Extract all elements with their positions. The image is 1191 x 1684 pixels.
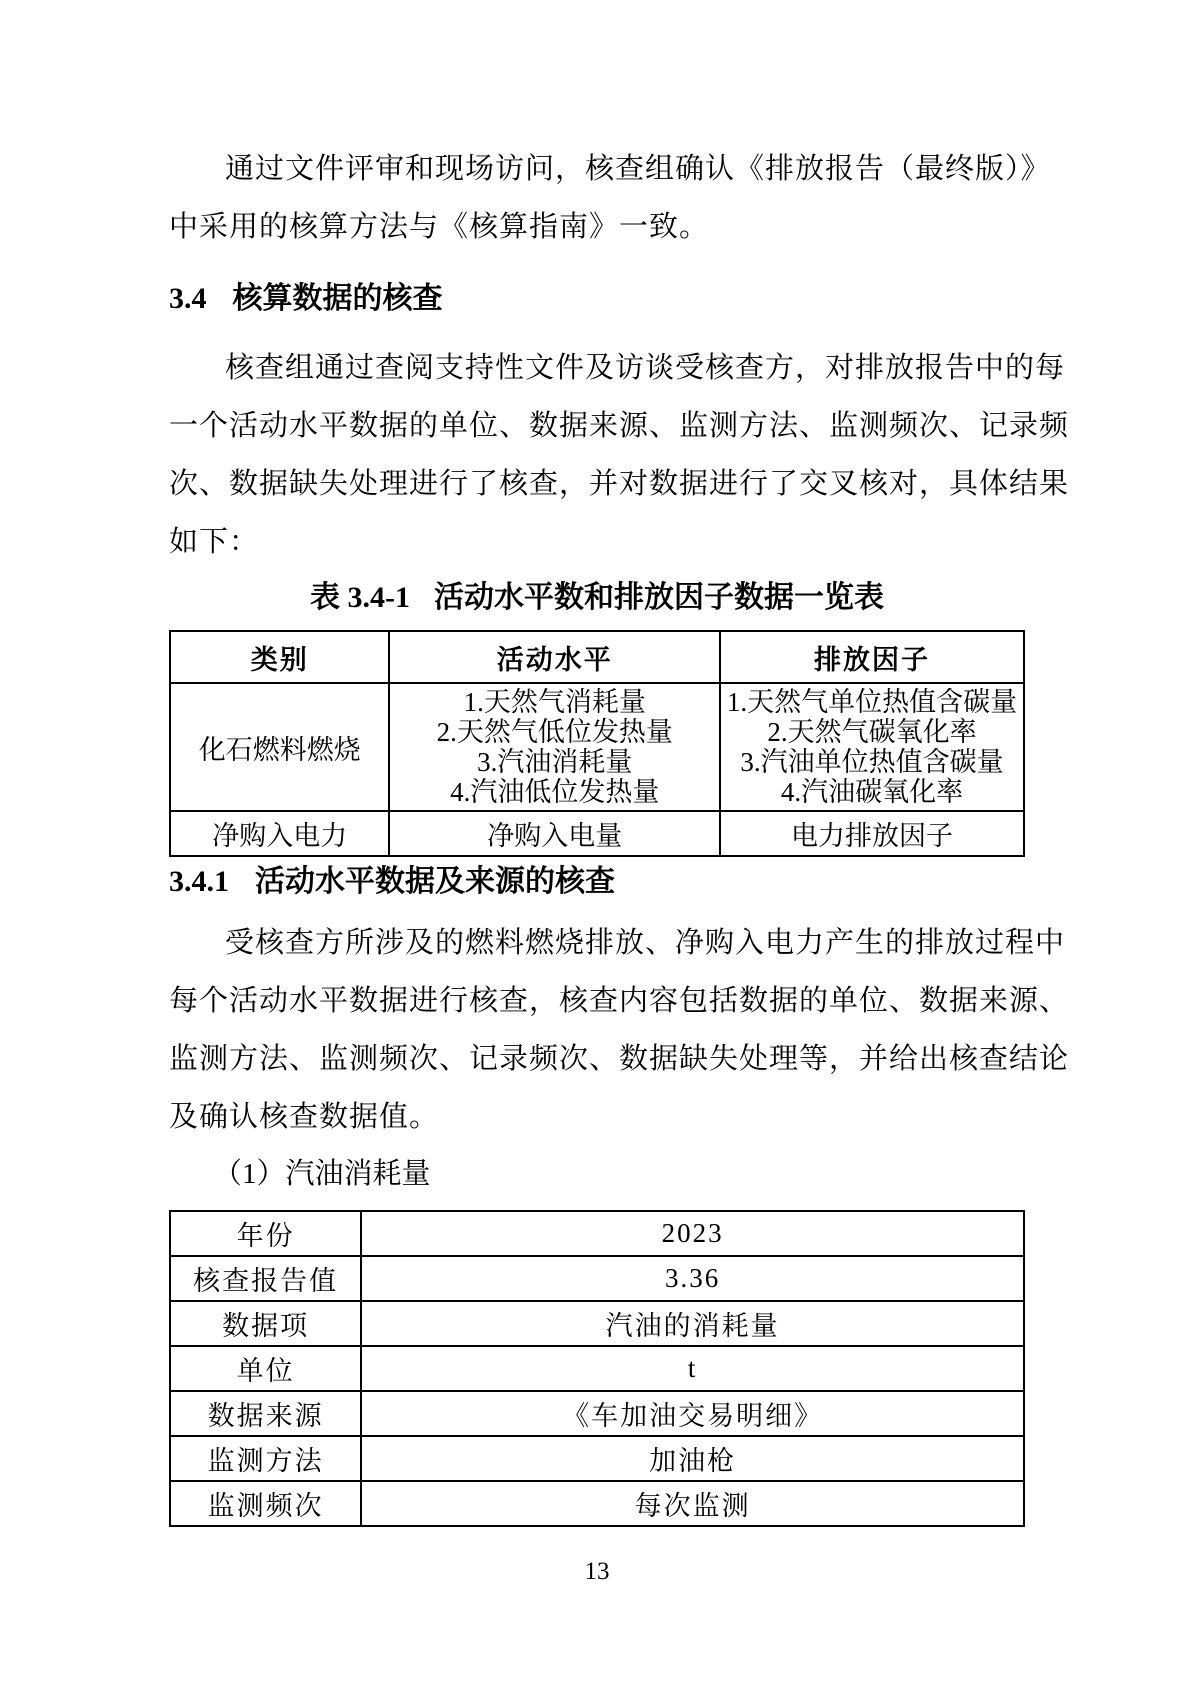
- section-heading-3-4-1: [169, 864, 1025, 900]
- table1-header-activity: 活动水平: [389, 631, 719, 683]
- intro-line-1: 通过文件评审和现场访问，核查组确认《排放报告（最终版）》: [225, 153, 1051, 185]
- paragraph-3-4: [169, 339, 1070, 571]
- table-row: [170, 1211, 1024, 1256]
- table1-cell-category-1: 化石燃料燃烧: [170, 683, 389, 811]
- intro-line-2: 中采用的核算方法与《核算指南》一致。: [169, 211, 710, 243]
- gasoline-consumption-table: [169, 1210, 1025, 1527]
- row-label-data-item: 数据项: [170, 1301, 361, 1346]
- row-label-year: 年份: [170, 1211, 361, 1256]
- factor-item: 3.汽油单位热值含碳量: [740, 747, 1004, 777]
- row-value-unit: t: [361, 1346, 1024, 1391]
- table1-header-factor: 排放因子: [720, 631, 1024, 683]
- row-label-monitor-frequency: 监测频次: [170, 1481, 361, 1526]
- row-label-data-source: 数据来源: [170, 1391, 361, 1436]
- activity-item: 4.汽油低位发热量: [450, 777, 660, 807]
- row-value-monitor-method: 加油枪: [361, 1436, 1024, 1481]
- paragraph-3-4-1-line-1: 受核查方所涉及的燃料燃烧排放、净购入电力产生的排放过程中: [225, 927, 1066, 959]
- table1-caption-title: 活动水平数和排放因子数据一览表: [434, 581, 884, 614]
- section-number-3-4: 3.4: [169, 282, 207, 315]
- table1-cell-factor-1: [720, 683, 1024, 811]
- factor-item: 2.天然气碳氧化率: [767, 717, 977, 747]
- row-value-data-item: 汽油的消耗量: [361, 1301, 1024, 1346]
- page-content: [169, 0, 1070, 1587]
- table-row: [170, 1436, 1024, 1481]
- table1-cell-category-2: 净购入电力: [170, 811, 389, 856]
- paragraph-3-4-line-3: 次、数据缺失处理进行了核查，并对数据进行了交叉核对，具体结果: [169, 468, 1070, 500]
- table1-caption-label: 表 3.4-1: [310, 581, 410, 614]
- table1-cell-activity-1: [389, 683, 719, 811]
- section-heading-3-4: [169, 281, 1025, 317]
- table1-cell-factor-2: 电力排放因子: [720, 811, 1024, 856]
- row-label-monitor-method: 监测方法: [170, 1436, 361, 1481]
- intro-paragraph: [169, 140, 1051, 256]
- table-row: [170, 811, 1024, 856]
- table-row: [170, 1481, 1024, 1526]
- paragraph-3-4-1: [169, 914, 1070, 1146]
- activity-item: 1.天然气消耗量: [463, 687, 646, 717]
- paragraph-3-4-1-line-4: 及确认核查数据值。: [169, 1101, 440, 1133]
- table1-header-category: 类别: [170, 631, 389, 683]
- factor-item: 4.汽油碳氧化率: [780, 777, 964, 807]
- factor-item: 1.天然气单位热值含碳量: [726, 687, 1018, 717]
- paragraph-3-4-line-1: 核查组通过查阅支持性文件及访谈受核查方，对排放报告中的每: [225, 352, 1066, 384]
- table-row: [170, 1301, 1024, 1346]
- section-title-3-4: 核算数据的核查: [232, 282, 443, 315]
- section-title-3-4-1: 活动水平数据及来源的核查: [255, 865, 615, 898]
- row-value-data-source: 《车加油交易明细》: [361, 1391, 1024, 1436]
- row-value-reported-value: 3.36: [361, 1256, 1024, 1301]
- paragraph-3-4-1-line-3: 监测方法、监测频次、记录频次、数据缺失处理等，并给出核查结论: [169, 1043, 1070, 1075]
- section-number-3-4-1: 3.4.1: [169, 865, 229, 898]
- activity-item: 2.天然气低位发热量: [436, 717, 673, 747]
- table1-caption: [169, 579, 1025, 617]
- activity-item: 3.汽油消耗量: [477, 747, 633, 777]
- row-value-monitor-frequency: 每次监测: [361, 1481, 1024, 1526]
- item1-label: （1）汽油消耗量: [213, 1158, 431, 1190]
- page-number: 13: [584, 1558, 610, 1585]
- table-row: [170, 1256, 1024, 1301]
- row-label-reported-value: 核查报告值: [170, 1256, 361, 1301]
- row-value-year: 2023: [361, 1211, 1024, 1256]
- paragraph-3-4-1-line-2: 每个活动水平数据进行核查，核查内容包括数据的单位、数据来源、: [169, 985, 1070, 1017]
- table-row: [170, 683, 1024, 811]
- paragraph-3-4-line-4: 如下：: [169, 526, 260, 558]
- table-row: [170, 1391, 1024, 1436]
- table-row: [170, 1346, 1024, 1391]
- table1-cell-activity-2: 净购入电量: [389, 811, 719, 856]
- paragraph-3-4-line-2: 一个活动水平数据的单位、数据来源、监测方法、监测频次、记录频: [169, 410, 1070, 442]
- table-header-row: [170, 631, 1024, 683]
- activity-factor-table: [169, 630, 1025, 857]
- row-label-unit: 单位: [170, 1346, 361, 1391]
